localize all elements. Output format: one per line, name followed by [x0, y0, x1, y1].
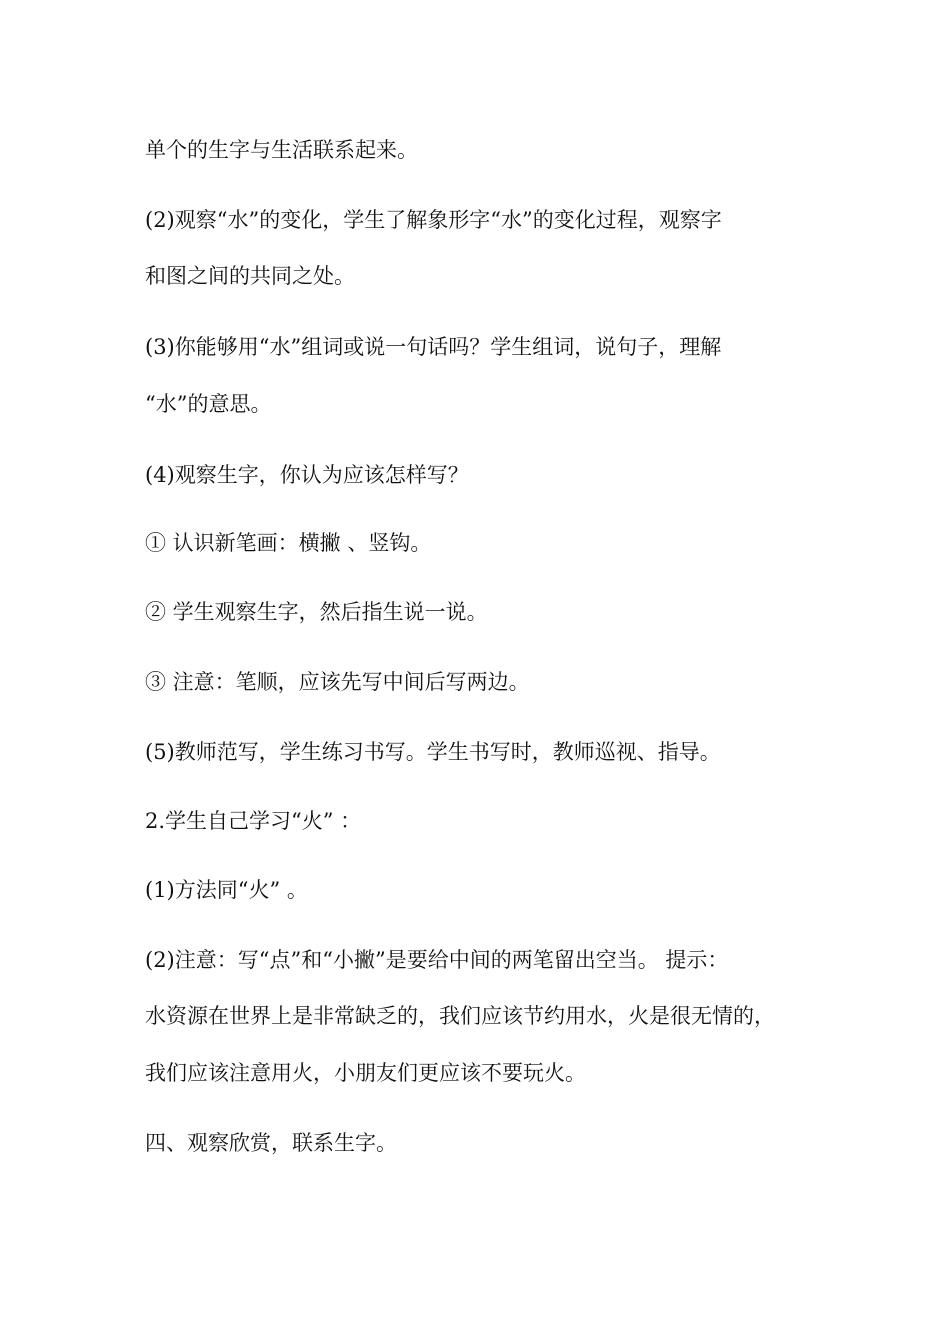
text-line-15: 我们应该注意用火，小朋友们更应该不要玩火。: [145, 1061, 586, 1085]
text-line-10: (5)教师范写，学生练习书写。学生书写时，教师巡视、指导。: [145, 740, 721, 764]
text-line-8: ② 学生观察生字，然后指生说一说。: [145, 600, 488, 624]
text-line-6: (4)观察生字，你认为应该怎样写？: [145, 463, 469, 487]
text-line-5: “水”的意思。: [145, 392, 272, 416]
text-line-1: 单个的生字与生活联系起来。: [145, 138, 418, 162]
text-line-2: (2)观察“水”的变化，学生了解象形字“水”的变化过程，观察字: [145, 208, 722, 232]
text-line-14: 水资源在世界上是非常缺乏的，我们应该节约用水，火是很无情的，: [145, 1004, 775, 1028]
text-line-12: (1)方法同“火” 。: [145, 878, 308, 902]
text-line-9: ③ 注意：笔顺，应该先写中间后写两边。: [145, 670, 530, 694]
text-line-16: 四、观察欣赏，联系生字。: [145, 1131, 397, 1155]
text-line-4: (3)你能够用“水”组词或说一句话吗？学生组词，说句子，理解: [145, 335, 722, 359]
text-line-7: ① 认识新笔画：横撇 、竖钩。: [145, 531, 432, 555]
text-line-3: 和图之间的共同之处。: [145, 264, 355, 288]
text-line-11: 2.学生自己学习“火” ：: [145, 809, 362, 833]
text-line-13: (2)注意：写“点”和“小撇”是要给中间的两笔留出空当。 提示：: [145, 948, 729, 972]
